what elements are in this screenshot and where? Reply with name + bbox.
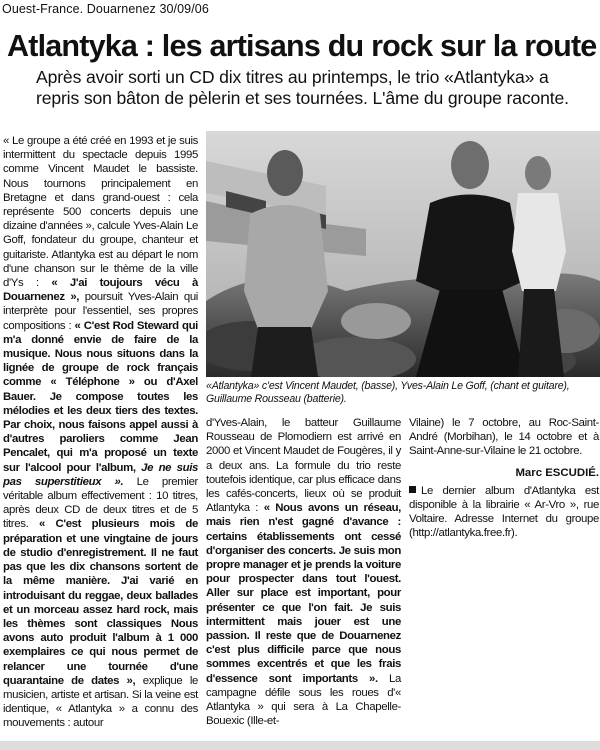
band-photo-image bbox=[206, 131, 600, 377]
headline: Atlantyka : les artisans du rock sur la route bbox=[7, 29, 597, 63]
standfirst: Après avoir sorti un CD dix titres au printemps, le trio «Atlantyka» a repris son bâton de pèlerin et ses tournées. L'âme du groupe raconte. bbox=[36, 67, 569, 108]
text-run: d'Yves-Alain, le batteur Guillaume Rousseau de Plomodiern est arrivé en 2000 et Vincent Maudet de Fougères, il y a deux ans. La formule du trio reste toutefois identique, car plus efficace dans les cafés-concerts, lieux où se produit Atlantyka : bbox=[206, 417, 401, 515]
text-run: « Le groupe a été créé en 1993 et je suis intermittent du spectacle depuis 1995 comme Vincent Maudet le bassiste. Nous tournons principalement en Bretagne et dans grand-ouest : cela représente 500 concerts depuis une dizaine d'années », bbox=[3, 135, 198, 233]
text-run: explique le musicien, artiste et artisan. Si la veine est identique, « Atlantyka » a connu des mouvements : autour bbox=[3, 674, 198, 730]
text-run: La campagne défile sous les roues d'« Atlantyka » qui sera à La Chapelle-Bouexic (Ille-et- bbox=[206, 672, 401, 728]
text-run: poursuit Yves-Alain qui interprète pour l'essentiel, ses propres compositions : bbox=[3, 291, 198, 332]
quote-run: « C'est Rod Steward qui m'a donné envie de faire de la musique. Nous nous situons dans la lignée de groupe de rock français comme « Téléphone » ou d'Axel Bauer. Je compose toutes les mélodies et les deux tiers des textes. Par choix, nous faisons appel aussi à d'autres paroliers comme Jean Pencalet, qui m'a proposé un texte sur l'alcool pour l'album, bbox=[3, 319, 198, 474]
quote-run-italic: Je ne suis pas superstitieux ». bbox=[3, 461, 199, 488]
clipped-bottom-edge bbox=[0, 741, 600, 750]
square-bullet-icon bbox=[409, 486, 416, 493]
band-photo bbox=[206, 131, 600, 377]
quote-run: « C'est plusieurs mois de préparation et une vingtaine de jours de studio d'enregistrement. Il ne faut pas que les dix chansons sortent de la même manière. J'ai varié en introduisant du reggae, deux ballades et un morceau assez hard rock, mais les thèmes sont classiques Nous avons auto produit l'album à 1 000 exemplaires ce qui nous permet de relancer une tournée d'une quarantaine de dates », bbox=[3, 518, 198, 687]
quote-run: « J'ai toujours vécu à Douarnenez », bbox=[3, 277, 198, 304]
album-note bbox=[409, 484, 599, 541]
article-column-2 bbox=[206, 416, 401, 728]
author-signature: Marc ESCUDIÉ. bbox=[515, 466, 599, 479]
source-line: Ouest-France. Douarnenez 30/09/06 bbox=[2, 2, 209, 16]
article-column-3 bbox=[409, 416, 599, 541]
album-note-text: Le dernier album d'Atlantyka est disponible à la librairie « Ar-Vro », rue Voltaire. Adresse Internet du groupe (http://atlantyka.free.fr). bbox=[409, 484, 599, 540]
quote-run: « Nous avons un réseau, mais rien n'est gagné d'avance : certains établissements ont cessé d'organiser des concerts. Je suis mon propre manager et je prends la voiture pour prospecter dans tout l'ouest. Aller sur place est important, pour présenter ce que l'on fait. Je suis intermittent mais jouer est une passion. Il reste que de Douarnenez c'est plus difficile parce que nous sommes excentrés et que les frais d'essence sont importants ». bbox=[206, 502, 401, 685]
photo-caption: «Atlantyka» c'est Vincent Maudet, (basse), Yves-Alain Le Goff, (chant et guitare), Guillaume Rousseau (batterie). bbox=[206, 380, 570, 405]
tour-dates-text: Vilaine) le 7 octobre, au Roc-Saint-André (Morbihan), le 14 octobre et à Saint-Anne-sur-Vilaine le 21 octobre. bbox=[409, 417, 599, 458]
text-run: calcule Yves-Alain Le Goff, fondateur du groupe, chanteur et guitariste. Atlantyka est au départ le nom d'une chanson sur le thème de la ville d'Ys : bbox=[3, 220, 198, 290]
article-column-1 bbox=[3, 134, 198, 731]
text-run: Le premier véritable album effectivement : 10 titres, après deux CD de deux titres et de 5 titres. bbox=[3, 475, 198, 531]
